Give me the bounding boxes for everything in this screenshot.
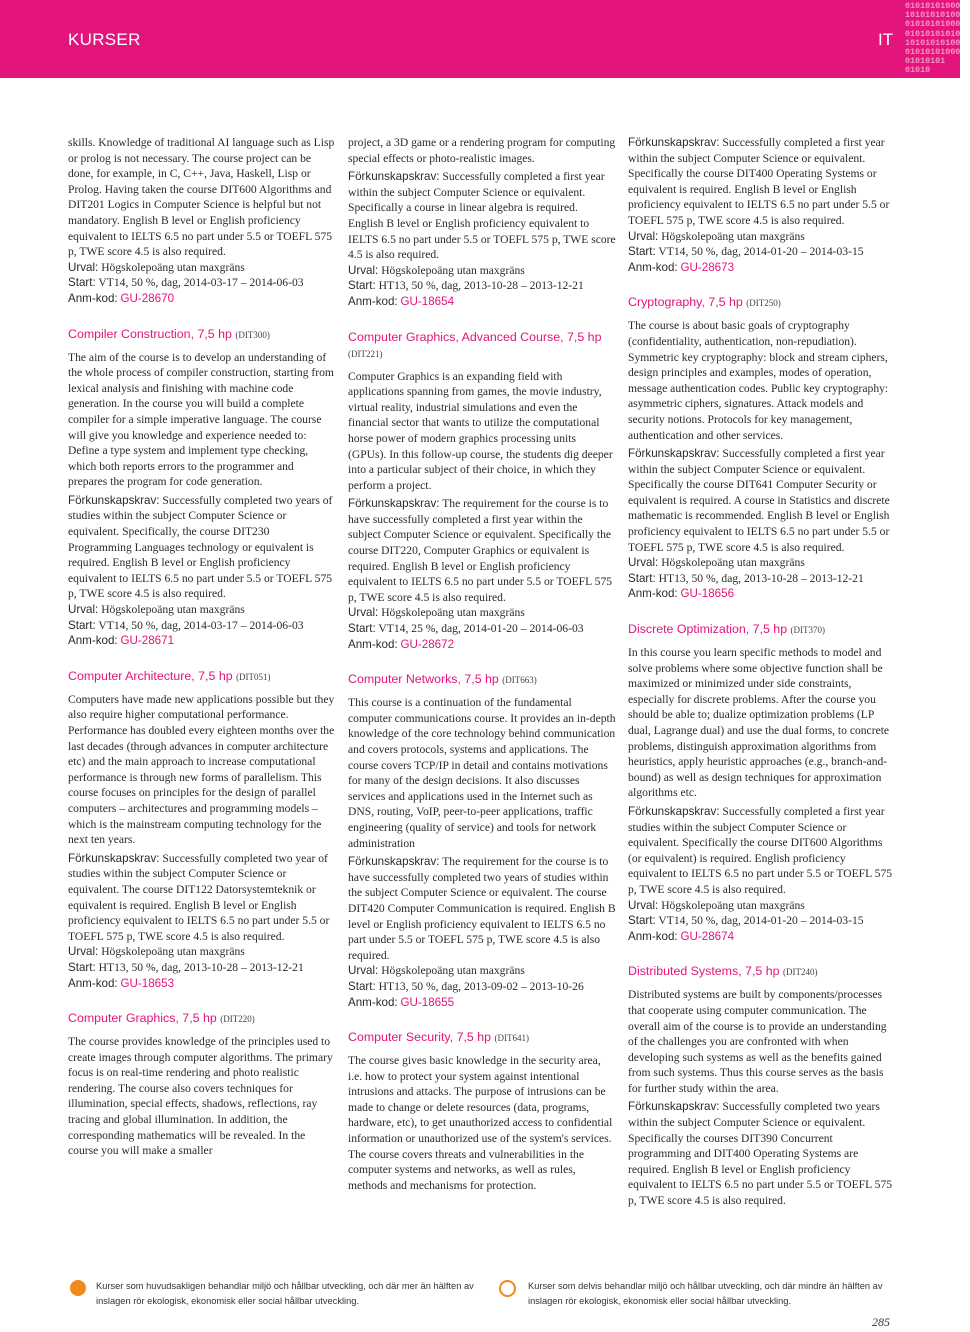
course-description: The course provides knowledge of the principles used to create images through computer algorithms. The primary focus is on real-time rendering and photo realistic rendering. The course also covers techniques for illumination, special effects, shadows, reflections, ray tracing and global illumination. In addition, the corresponding mathematics will be revealed. In the course you will make a smaller xyxy=(68,1035,333,1158)
header-section: IT xyxy=(878,30,894,49)
prereq-label: Förkunskapskrav: xyxy=(68,493,160,507)
footer-note-2: Kurser som delvis behandlar miljö och hållbar utveckling, och där mindre än hälften av inslagen rör ekologisk, ekonomisk eller social hållbar utveckling. xyxy=(528,1281,883,1306)
course-title: Cryptography, 7,5 hp xyxy=(628,295,743,310)
course-title: Distributed Systems, 7,5 hp xyxy=(628,964,780,979)
course-code: (DIT221) xyxy=(348,348,383,359)
intro-text: project, a 3D game or a rendering program for computing special effects or photo-realistic images. xyxy=(348,136,616,165)
course-heading xyxy=(68,1010,335,1027)
binary-line: 0101010101000 xyxy=(905,28,970,39)
binary-line: 1010101010010 xyxy=(905,37,970,48)
course-description: This course is a continuation of the fundamental computer communications course. It provides an in-depth knowledge of the core technology behind communication and covers protocols, systems and applications. The course covers TCP/IP in detail and contains motivations for many of the design decisions. It also discusses services and applications used in the Internet such as DNS, routing, VoIP, peer-to-peer applications, traffic engineering (quality of service) and tools for network administration xyxy=(348,696,616,850)
page-number: 285 xyxy=(872,1315,890,1329)
start-value: HT13, 50 %, dag, 2013-10-28 – 2013-12-21 xyxy=(98,960,304,974)
start-value: HT13, 50 %, dag, 2013-10-28 – 2013-12-21 xyxy=(658,571,864,585)
prereq-label: Förkunskapskrav: xyxy=(68,851,160,865)
header-banner xyxy=(0,0,970,78)
prereq-label: Förkunskapskrav: xyxy=(628,1100,720,1114)
course-title: Computer Graphics, Advanced Course, 7,5 hp xyxy=(348,329,602,344)
binary-line: 01010101 xyxy=(905,56,946,67)
binary-decoration xyxy=(905,1,970,76)
start-label: Start: xyxy=(348,279,376,293)
prereq-text: Successfully completed a first year within the subject Computer Science or equivalent. Specifically the course DIT641 Computer Security or equivalent is required. A course in Statistics and discrete mathematic is recommended. English B level or English proficiency equivalent to IELTS 6.5 no part under 5.5 or TOEFL 575 p, TWE score 4.5 is also required. xyxy=(628,447,890,554)
anm-code: GU-28670 xyxy=(120,291,175,305)
prereq-label: Förkunskapskrav: xyxy=(628,447,720,461)
anm-label: Anm-kod: xyxy=(348,294,398,308)
start-value: HT13, 50 %, dag, 2013-09-02 – 2013-10-26 xyxy=(378,979,584,993)
column-2 xyxy=(348,135,616,1193)
course-description: Distributed systems are built by components/processes that cooperate using computer communication. The overall aim of the course is to provide an understanding of the challenges you are confronted with when developing such systems as well as the benefits gained from such systems. Thus this course serves as the basis for further study within the area. xyxy=(628,988,887,1095)
urval-label: Urval: xyxy=(348,964,379,978)
course-code: (DIT370) xyxy=(790,625,826,636)
binary-line: 0101010100010 xyxy=(905,47,970,58)
anm-label: Anm-kod: xyxy=(68,291,118,305)
urval-label: Urval: xyxy=(68,260,99,274)
urval-label: Urval: xyxy=(628,229,659,243)
binary-line: 01010 xyxy=(905,65,931,76)
course-code: (DIT220) xyxy=(220,1014,255,1025)
urval-value: Högskolepoäng utan maxgräns xyxy=(661,229,805,243)
prereq-label: Förkunskapskrav: xyxy=(348,497,440,511)
course-title: Compiler Construction, 7,5 hp xyxy=(68,326,232,341)
urval-value: Högskolepoäng utan maxgräns xyxy=(381,263,525,277)
course-heading xyxy=(68,668,335,685)
anm-label: Anm-kod: xyxy=(348,637,398,651)
course-title: Computer Networks, 7,5 hp xyxy=(348,672,499,687)
anm-label: Anm-kod: xyxy=(348,995,398,1009)
start-label: Start: xyxy=(628,245,656,259)
course-heading xyxy=(348,671,616,688)
start-label: Start: xyxy=(628,571,656,585)
course-code: (DIT641) xyxy=(494,1033,529,1044)
prereq-text: Successfully completed two years within the subject Computer Science or equivalent. Specifically the courses DIT390 Concurrent programming and DIT400 Operating Systems are required. English B level or English proficiency equivalent to IELTS 6.5 no part under 5.5 or TOEFL 575 p, TWE score 4.5 is also required. xyxy=(628,1100,893,1208)
start-label: Start: xyxy=(348,622,376,636)
start-value: VT14, 50 %, dag, 2014-03-17 – 2014-06-03 xyxy=(98,618,304,632)
course-heading xyxy=(628,621,896,638)
prereq-text: The requirement for the course is to have successfully completed a first year within the subject Computer Science or equivalent. Specifically the course DIT220, Computer Graphics or equivalent is required. English B level or English proficiency equivalent to IELTS 6.5 no part under 5.5 or TOEFL 575 p, TWE score 4.5 is also required. xyxy=(348,497,613,604)
course-code: (DIT663) xyxy=(502,675,537,686)
anm-label: Anm-kod: xyxy=(68,634,118,648)
start-value: VT14, 50 %, dag, 2014-01-20 – 2014-03-15 xyxy=(658,914,864,928)
urval-value: Högskolepoäng utan maxgräns xyxy=(381,964,525,978)
start-label: Start: xyxy=(628,914,656,928)
anm-label: Anm-kod: xyxy=(628,260,678,274)
course-heading xyxy=(348,329,616,362)
anm-code: GU-28673 xyxy=(680,260,735,274)
header-title: KURSER xyxy=(68,30,141,49)
anm-code: GU-18655 xyxy=(400,995,455,1009)
start-label: Start: xyxy=(68,960,96,974)
urval-value: Högskolepoäng utan maxgräns xyxy=(101,945,245,959)
intro-text: skills. Knowledge of traditional AI language such as Lisp or prolog is not necessary. The course project can be done, for example, in C, C++, Java, Haskell, Lisp or Prolog. Having taken the course DIT600 Algorithms and DIT201 Logics in Computer Science is helpful but not mandatory. English B level or English proficiency equivalent to IELTS 6.5 no part under 5.5 or TOEFL 575 p, TWE score 4.5 is also required. xyxy=(68,136,335,259)
start-label: Start: xyxy=(68,276,96,290)
anm-code: GU-18654 xyxy=(400,294,455,308)
start-label: Start: xyxy=(348,979,376,993)
urval-value: Högskolepoäng utan maxgräns xyxy=(661,556,805,570)
course-code: (DIT240) xyxy=(782,967,818,978)
binary-line: 01010101000 xyxy=(905,1,961,11)
prereq-text: Successfully completed a first year studies within the subject Computer Science or equivalent. Specifically the course DIT600 Algorithms (or equivalent) is required. English proficiency equivalent to IELTS 6.5 no part under 5.5 or TOEFL 575 p, TWE score 4.5 is also required. xyxy=(628,804,893,896)
prereq-text: Successfully completed two years of studies within the subject Computer Science or equivalent. Specifically, the course DIT230 Programming Languages technology or equivalent is required. English B level or English proficiency equivalent to IELTS 6.5 no part under 5.5 or TOEFL 575 p, TWE score 4.5 is also required. xyxy=(68,493,333,601)
anm-label: Anm-kod: xyxy=(628,929,678,943)
course-description: Computers have made new applications possible but they also require higher computational performance. Performance has doubled every eighteen months over the last decades (through advances in computer architecture etc) and the main approach to increase computational performance is through new forms of parallelism. This course focuses on principles for the design of parallel computers – architectures and programming models – which is the mainstream computing technology for the next ten years. xyxy=(68,692,335,847)
anm-code: GU-28671 xyxy=(120,634,175,648)
urval-value: Högskolepoäng utan maxgräns xyxy=(661,898,805,912)
course-description: The course gives basic knowledge in the security area, i.e. how to protect your system against intentional intrusions and attacks. The purpose of intrusions can be made to change or delete resources (data, programs, hardware, etc), to get unauthorized access to confidential information or unauthorized use of the system's services. The course covers threats and vulnerabilities in the computer systems and networks, as well as rules, methods and mechanisms for protection. xyxy=(348,1054,613,1192)
binary-line: 1010101010010 xyxy=(905,10,970,21)
prereq-label: Förkunskapskrav: xyxy=(628,804,720,818)
column-1 xyxy=(68,135,335,1159)
course-description: The aim of the course is to develop an understanding of the whole process of compiler construction, starting from lexical analysis and finishing with machine code generation. In the course you will build a complete compiler for a simple imperative language. The course will give you knowledge and experience needed to: Define a type system and implement type checking, which both reports errors to the programmer and prepares the program for code generation. xyxy=(68,350,334,489)
prereq-text: The requirement for the course is to have successfully completed two years of studies within the subject Computer Science or equivalent. The course DIT420 Computer Communication is required. English B level or English proficiency equivalent to IELTS 6.5 no part under 5.5 or TOEFL 575 p, TWE score 4.5 is also required. xyxy=(348,855,616,962)
start-value: VT14, 50 %, dag, 2014-01-20 – 2014-03-15 xyxy=(658,245,864,259)
course-title: Computer Graphics, 7,5 hp xyxy=(68,1011,217,1026)
urval-value: Högskolepoäng utan maxgräns xyxy=(101,603,245,617)
urval-label: Urval: xyxy=(68,603,99,617)
urval-label: Urval: xyxy=(628,898,659,912)
course-code: (DIT250) xyxy=(746,298,781,309)
anm-label: Anm-kod: xyxy=(68,976,118,990)
anm-code: GU-18656 xyxy=(680,587,735,601)
anm-code: GU-28672 xyxy=(400,637,455,651)
course-heading xyxy=(628,294,896,311)
prereq-label: Förkunskapskrav: xyxy=(628,136,720,149)
anm-label: Anm-kod: xyxy=(628,587,678,601)
anm-code: GU-28674 xyxy=(680,929,735,943)
course-title: Computer Architecture, 7,5 hp xyxy=(68,668,233,683)
anm-code: GU-18653 xyxy=(120,976,175,990)
binary-line: 0101010100010 xyxy=(905,19,970,30)
start-label: Start: xyxy=(68,618,96,632)
course-title: Discrete Optimization, 7,5 hp xyxy=(628,622,788,637)
course-code: (DIT300) xyxy=(235,329,270,340)
start-value: VT14, 50 %, dag, 2014-03-17 – 2014-06-03 xyxy=(98,276,304,290)
prereq-text: Successfully completed a first year within the subject Computer Science or equivalent. Specifically a course in linear algebra is required. English B level or English proficiency equivalent to IELTS 6.5 no part under 5.5 or TOEFL 575 p, TWE score 4.5 is also required. xyxy=(348,170,616,262)
urval-value: Högskolepoäng utan maxgräns xyxy=(101,260,245,274)
start-value: VT14, 25 %, dag, 2014-01-20 – 2014-06-03 xyxy=(378,622,584,636)
urval-label: Urval: xyxy=(628,556,659,570)
course-heading xyxy=(348,1029,616,1046)
course-code: (DIT051) xyxy=(236,671,271,682)
urval-label: Urval: xyxy=(348,263,379,277)
course-description: The course is about basic goals of cryptography (confidentiality, authentication, non-repudiation). Symmetric key cryptography: block and stream ciphers, design principles and examples, modes of operation, message authentication codes. Public key cryptography: asymmetric ciphers, signatures. Attack models and security notions. Protocols for key management, authentication and other services. xyxy=(628,319,889,442)
sustainability-full-icon xyxy=(70,1280,86,1296)
prereq-text: Successfully completed two year of studies within the subject Computer Science or equivalent. The course DIT122 Datorsystemteknik or equivalent is required. English B level or English proficiency equivalent to IELTS 6.5 no part under 5.5 or TOEFL 575 p, TWE score 4.5 is also required. xyxy=(68,851,330,943)
course-description: Computer Graphics is an expanding field with applications spanning from games, the movie industry, virtual reality, industrial simulations and even the financial sector that wants to utilize the computational horse power of modern graphics processing units (GPUs). In this follow-up course, the students dig deeper into a particular subject of their choice, in which they perform a project. xyxy=(348,369,613,492)
urval-label: Urval: xyxy=(68,945,99,959)
course-heading xyxy=(68,326,335,343)
sustainability-partial-icon xyxy=(499,1280,516,1297)
prereq-text: Successfully completed a first year within the subject Computer Science or equivalent. Specifically the course DIT400 Operating Systems or equivalent is required. English B level or English proficiency equivalent to IELTS 6.5 no part under 5.5 or TOEFL 575 p, TWE score 4.5 is also required. xyxy=(628,136,890,227)
column-3 xyxy=(628,135,896,1209)
prereq-label: Förkunskapskrav: xyxy=(348,855,440,869)
urval-label: Urval: xyxy=(348,606,379,620)
prereq-label: Förkunskapskrav: xyxy=(348,170,440,184)
course-heading xyxy=(628,963,896,980)
footer-note-1: Kurser som huvudsakligen behandlar miljö och hållbar utveckling, och där mer än hälften av inslagen rör ekologisk, ekonomisk eller social hållbar utveckling. xyxy=(96,1281,474,1306)
urval-value: Högskolepoäng utan maxgräns xyxy=(381,606,525,620)
start-value: HT13, 50 %, dag, 2013-10-28 – 2013-12-21 xyxy=(378,279,584,293)
course-title: Computer Security, 7,5 hp xyxy=(348,1030,492,1045)
course-description: In this course you learn specific methods to model and solve problems where some objective function shall be maximized or minimized under side constraints, especially for discrete problems. After the course you should be able to; dualize optimization problems (LP dual, Lagrange dual) and use the dual forms, to concrete problems, distinguish approximation algorithms from heuristics, apply heuristic approaches (e.g., branch-and-bound) as well as design techniques for approximation algorithms etc. xyxy=(628,646,890,800)
